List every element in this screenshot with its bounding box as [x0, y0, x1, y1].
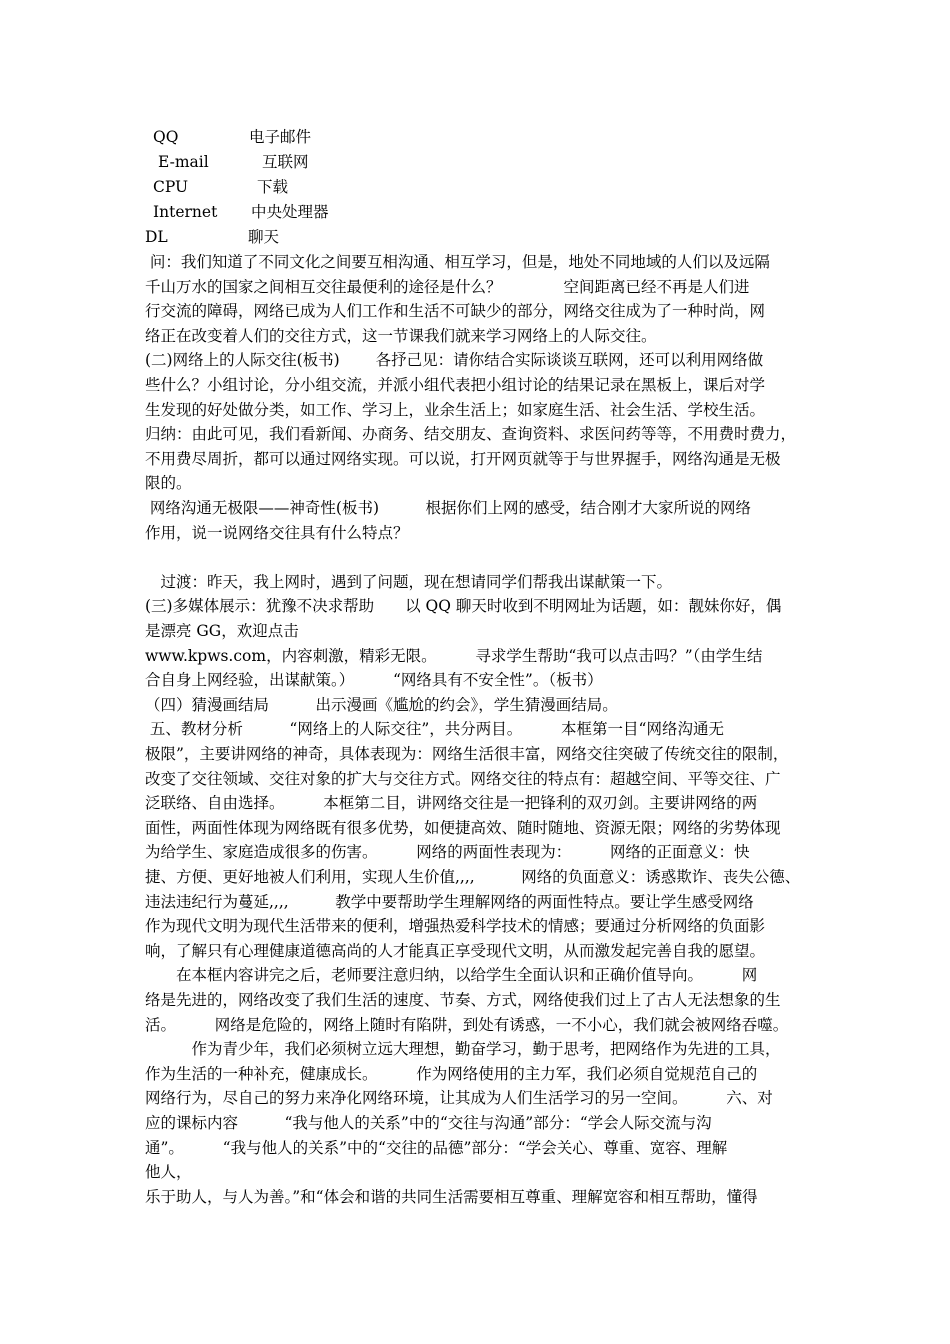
- text-line: 不用费尽周折，都可以通过网络实现。可以说，打开网页就等于与世界握手，网络沟通是无极: [145, 450, 781, 468]
- text-line: 五、教材分析 “网络上的人际交往”，共分两目。 本框第一目“网络沟通无: [145, 720, 724, 738]
- text-line: 改变了交往领域、交往对象的扩大与交往方式。网络交往的特点有：超越空间、平等交往、广: [145, 770, 781, 788]
- text-line: 极限”，主要讲网络的神奇，具体表现为：网络生活很丰富，网络交往突破了传统交往的限制，: [145, 745, 789, 763]
- term-chinese: 聊天: [248, 228, 280, 246]
- term-chinese: 中央处理器: [251, 203, 329, 221]
- term-chinese: 互联网: [262, 153, 309, 171]
- text-line: 捷、方便、更好地被人们利用，实现人生价值,,,, 网络的负面意义：诱惑欺诈、丧失公德、: [145, 868, 801, 886]
- text-line: 网络沟通无极限——神奇性(板书) 根据你们上网的感受，结合刚才大家所说的网络: [145, 499, 752, 517]
- text-line: 响，了解只有心理健康道德高尚的人才能真正享受现代文明，从而激发起完善自我的愿望。: [145, 942, 766, 960]
- text-line: 些什么？小组讨论，分小组交流，并派小组代表把小组讨论的结果记录在黑板上，课后对学: [145, 376, 766, 394]
- text-line: 在本框内容讲完之后，老师要注意归纳，以给学生全面认识和正确价值导向。 网: [145, 966, 758, 984]
- text-line: 通”。 “我与他人的关系”中的“交往的品德”部分：“学会关心、尊重、宽容、理解: [145, 1139, 728, 1157]
- text-line: 作用，说一说网络交往具有什么特点？: [145, 524, 409, 542]
- text-line: （四）猜漫画结局 出示漫画《尴尬的约会》，学生猜漫画结局。: [145, 696, 618, 714]
- text-line: 违法违纪行为蔓延,,,, 教学中要帮助学生理解网络的两面性特点。要让学生感受网络: [145, 893, 754, 911]
- term-english: DL: [145, 228, 168, 246]
- text-line: 他人，: [145, 1163, 192, 1181]
- text-line: (二)网络上的人际交往(板书) 各抒己见：请你结合实际谈谈互联网，还可以利用网络做: [145, 351, 764, 369]
- text-line: 泛联络、自由选择。 本框第二目，讲网络交往是一把锋利的双刃剑。主要讲网络的两: [145, 794, 758, 812]
- text-line: 过渡：昨天，我上网时，遇到了问题，现在想请同学们帮我出谋献策一下。: [145, 573, 673, 591]
- text-line: 限的。: [145, 474, 192, 492]
- text-line: www.kpws.com，内容刺激，精彩无限。 寻求学生帮助“我可以点击吗？”（由学生结: [145, 647, 763, 665]
- term-chinese: 下载: [257, 178, 289, 196]
- text-line: 作为现代文明为现代生活带来的便利，增强热爱科学技术的情感；要通过分析网络的负面影: [145, 917, 766, 935]
- text-line: 活。 网络是危险的，网络上随时有陷阱，到处有诱惑，一不小心，我们就会被网络吞噬。: [145, 1016, 789, 1034]
- text-line: 乐于助人，与人为善。”和“体会和谐的共同生活需要相互尊重、理解宽容和相互帮助，懂得: [145, 1188, 758, 1206]
- text-line: 千山万水的国家之间相互交往最便利的途径是什么？ 空间距离已经不再是人们进: [145, 278, 750, 296]
- text-line: 行交流的障碍，网络已成为人们工作和生活不可缺少的部分，网络交往成为了一种时尚，网: [145, 302, 766, 320]
- text-line: 是漂亮 GG，欢迎点击: [145, 622, 299, 640]
- text-line: 归纳：由此可见，我们看新闻、办商务、结交朋友、查询资料、求医问药等等，不用费时费力，: [145, 425, 797, 443]
- term-chinese: 电子邮件: [249, 128, 312, 146]
- text-line: 面性，两面性体现为网络既有很多优势，如便捷高效、随时随地、资源无限；网络的劣势体现: [145, 819, 781, 837]
- term-english: E-mail: [158, 153, 209, 171]
- text-line: 作为生活的一种补充，健康成长。 作为网络使用的主力军，我们必须自觉规范自己的: [145, 1065, 758, 1083]
- term-english: CPU: [153, 178, 189, 196]
- text-line: 为给学生、家庭造成很多的伤害。 网络的两面性表现为： 网络的正面意义：快: [145, 843, 750, 861]
- text-line: 络是先进的，网络改变了我们生活的速度、节奏、方式，网络使我们过上了古人无法想象的生: [145, 991, 781, 1009]
- text-line: 络正在改变着人们的交往方式，这一节课我们就来学习网络上的人际交往。: [145, 327, 657, 345]
- text-line: 生发现的好处做分类，如工作、学习上，业余生活上；如家庭生活、社会生活、学校生活。: [145, 401, 766, 419]
- text-line: 作为青少年，我们必须树立远大理想，勤奋学习，勤于思考，把网络作为先进的工具，: [145, 1040, 781, 1058]
- text-line: 应的课标内容 “我与他人的关系”中的“交往与沟通”部分：“学会人际交流与沟: [145, 1114, 712, 1132]
- term-english: Internet: [153, 203, 218, 221]
- text-line: 合自身上网经验，出谋献策。） “网络具有不安全性”。（板书）: [145, 671, 603, 689]
- text-line: (三)多媒体展示：犹豫不决求帮助 以 QQ 聊天时收到不明网址为话题，如：靓妹你好，偶: [145, 597, 782, 615]
- text-line: 网络行为，尽自己的努力来净化网络环境，让其成为人们生活学习的另一空间。 六、对: [145, 1089, 773, 1107]
- text-line: 问：我们知道了不同文化之间要互相沟通、相互学习，但是，地处不同地域的人们以及远隔: [145, 253, 770, 271]
- term-english: QQ: [153, 128, 179, 146]
